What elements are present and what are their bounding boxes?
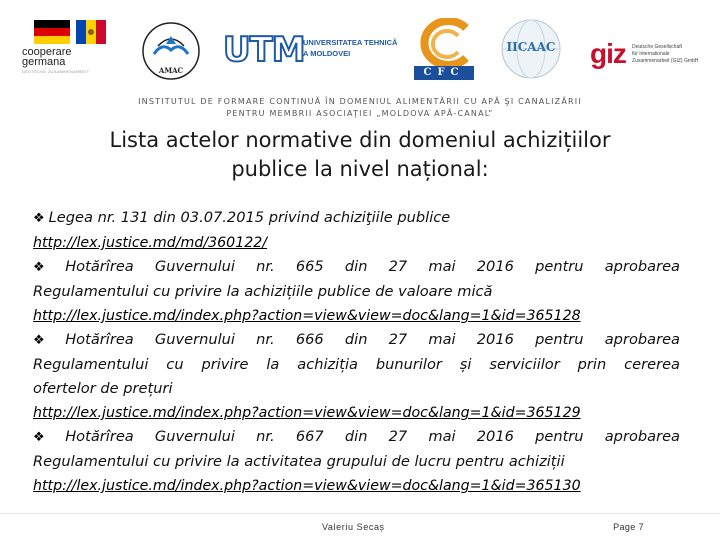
- cfc-label: CFC: [423, 67, 465, 78]
- item-rest: Regulamentului cu privire la achiziția bunurilor și serviciilor prin cererea: [33, 356, 680, 373]
- title-line2: publice la nivel național:: [231, 157, 489, 181]
- cooperare-text: cooperare: [22, 46, 72, 58]
- item-rest: Regulamentului cu privire la activitatea grupului de lucru pentru achiziții: [33, 453, 565, 470]
- page-title: [40, 126, 680, 184]
- diamond-bullet-icon: ❖: [33, 260, 62, 275]
- item-lead: Hotărîrea Guvernului nr. 666 din 27 mai 2016 pentru aprobarea: [65, 331, 680, 348]
- institute-line2: PENTRU MEMBRII ASOCIAŢIEI „MOLDOVA APĂ-CANAL”: [226, 109, 494, 118]
- item-rest-continued: ofertelor de prețuri: [33, 380, 173, 397]
- germana-text: germana: [22, 56, 66, 68]
- law-link[interactable]: http://lex.justice.md/index.php?action=view&view=doc&lang=1&id=365129: [33, 405, 581, 421]
- diamond-bullet-icon: ❖: [33, 211, 45, 226]
- giz-logo: [590, 38, 710, 78]
- item-rest: privind: [264, 209, 324, 226]
- item-prefix: Legea: [48, 209, 98, 226]
- item-mid: din: [148, 209, 181, 226]
- cfc-logo: [408, 18, 480, 82]
- utm-letters: UTM: [223, 30, 305, 70]
- list-item: [33, 206, 680, 255]
- law-link[interactable]: http://lex.justice.md/md/360122/: [33, 235, 268, 251]
- list-item: [33, 255, 680, 328]
- utm-line1: UNIVERSITATEA TEHNICĂ: [303, 38, 398, 47]
- footer-author: Valeriu Secaș: [322, 522, 385, 532]
- page-number: Page 7: [613, 522, 644, 532]
- acts-list: [33, 206, 680, 498]
- iicaac-logo: [494, 18, 568, 80]
- item-subject: achiziţiile publice: [323, 209, 451, 226]
- item-rest: Regulamentului cu privire la achizițiile publice de valoare mică: [33, 283, 493, 300]
- giz-line2: für Internationale: [632, 51, 670, 57]
- institute-caption: [0, 96, 720, 120]
- giz-wordmark: giz: [590, 38, 626, 69]
- amac-logo: [140, 20, 202, 82]
- institute-line1: INSTITUTUL DE FORMARE CONTINUĂ ÎN DOMENIUL ALIMENTĂRII CU APĂ ŞI CANALIZĂRII: [138, 97, 582, 106]
- giz-line3: Zusammenarbeit (GIZ) GmbH: [632, 58, 699, 64]
- amac-label: AMAC: [158, 66, 184, 75]
- logo-bar: [0, 0, 720, 95]
- item-number: nr. 131: [97, 209, 149, 226]
- footer-divider: [0, 513, 720, 514]
- giz-line1: Deutsche Gesellschaft: [632, 44, 683, 50]
- item-lead: Hotărîrea Guvernului nr. 667 din 27 mai 2016 pentru aprobarea: [65, 428, 680, 445]
- diamond-bullet-icon: ❖: [33, 430, 62, 445]
- cooperare-tagline: DEUTSCHE ZUSAMMENARBEIT: [22, 69, 90, 74]
- law-link[interactable]: http://lex.justice.md/index.php?action=view&view=doc&lang=1&id=365130: [33, 478, 581, 494]
- utm-line2: A MOLDOVEI: [303, 49, 351, 58]
- title-line1: Lista actelor normative din domeniul achizițiilor: [109, 128, 611, 152]
- item-date: 03.07.2015: [180, 209, 265, 226]
- cooperare-germana-logo: [20, 18, 110, 78]
- list-item: [33, 425, 680, 498]
- iicaac-label: IICAAC: [506, 40, 556, 54]
- utm-logo: [223, 30, 398, 72]
- law-link[interactable]: http://lex.justice.md/index.php?action=view&view=doc&lang=1&id=365128: [33, 308, 581, 324]
- diamond-bullet-icon: ❖: [33, 333, 62, 348]
- list-item: [33, 328, 680, 425]
- item-lead: Hotărîrea Guvernului nr. 665 din 27 mai 2016 pentru aprobarea: [65, 258, 680, 275]
